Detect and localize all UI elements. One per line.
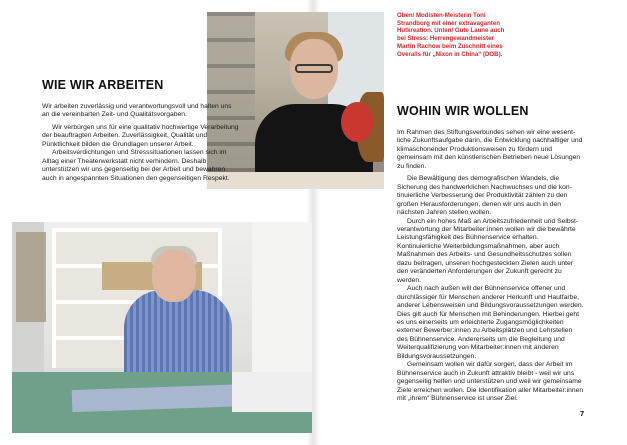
right-paragraph: Im Rahmen des Stiftungsverbundes sehen wir eine wesentliche Zukunftsaufgabe darin, die Entwicklung nachhaltiger und klimaschonender Produktionsweisen zu fördern und gemeinsam mit den künstlerischen Betrieben neue Lösungen zu finden. [397,129,583,170]
left-paragraph: Wir arbeiten zuverlässig und verantwortungsvoll und halten uns an die vereinbarten Zeit- und Qualitätsvorgaben. [42,103,232,119]
photo-person-glasses [295,64,333,73]
left-paragraph: Wir verbürgen uns für eine qualitativ hochwertige Verarbeitung der beauftragten Arbeiten. Zuverlässigkeit, Qualität und Pünktlichkeit bilden die Grundlagen unserer Arbeit. [42,123,239,148]
right-paragraph: Gemeinsam wollen wir dafür sorgen, dass der Arbeit im Bühnenservice auch in Zukunft attraktiv bleibt - weil wir uns gegenseitig helfen und unterstützen und weil wir gemeinsame Ziele erreichen wollen. Die Identifikation aller Mitarbeiter:innen mit „ihrem“ Bühnenservice ist unser Ziel. [397,361,584,403]
right-heading: WOHIN WIR WOLLEN [397,104,529,118]
left-body-text [42,103,239,183]
right-body-text [397,129,584,404]
right-paragraph: Auch nach außen will der Bühnenservice offener und durchlässiger für Menschen anderer Herkunft und Hautfarbe, anderer Lebensweisen und Bildungsvoraussetzungen werden. Dies gilt auch für Menschen mit Behinderungen. Hierbei geht es uns einerseits um erleichterte Zugangsmöglichkeiten externer Bewerber:innen zu Arbeitsplätzen und Lehrstellen des Bühnenservice. Andererseits um die Begleitung und Weiterqualifizierung von Mitarbeiter:innen mit anderen Bildungsvoraussetzungen. [397,285,584,360]
page-number: 7 [580,409,585,418]
photo-tailor [12,222,312,433]
photo-wall [252,222,312,382]
left-paragraph: Arbeitsverdichtungen und Stresssituationen lassen sich im Alltag einer Theaterwerkstatt nicht verhindern. Deshalb unterstützen wir uns gegenseitig bei der Arbeit und bewahren auch in angespannten Situationen den gegenseitigen Respekt. [42,149,230,182]
photo-person-head [152,250,196,302]
photo-caption: Oben/ Modisten-Meisterin Toni Strandborg mit einer extravaganten Hutkreation. Unten/ Gute Laune auch bei Stress: Herrengewandmeister Martin Rachow beim Zuschnitt eines Overalls für „Nixon in China“ (DOB). [397,12,505,58]
right-paragraph: Die Bewältigung des demografischen Wandels, die Sicherung des handwerklichen Nachwuchses und die kontinuierliche Verbesserung der Produktivität zählen zu den großen Herausforderungen, denen wir uns auch in den nächsten Jahren stellen wollen. [397,175,572,217]
photo-hanging-cloth [16,232,46,322]
photo-hat-flower [341,102,373,142]
right-paragraph: Durch ein hohes Maß an Arbeitszufriedenheit und Selbstverantwortung der Mitarbeiter:innen wollen wir die bewährte Leistungsfähigkeit des Bühnenservice erhalten. Kontinuierliche Weiterbildungsmaßnahmen, aber auch Maßnahmen des Arbeits- und Gesundheitsschutzes sollen dazu beitragen, unseren hochgesteckten Zielen auch unter den veränderten Anforderungen der Zukunft gerecht zu werden. [397,217,579,284]
left-heading: WIE WIR ARBEITEN [42,78,164,92]
photo-paper [232,372,312,412]
